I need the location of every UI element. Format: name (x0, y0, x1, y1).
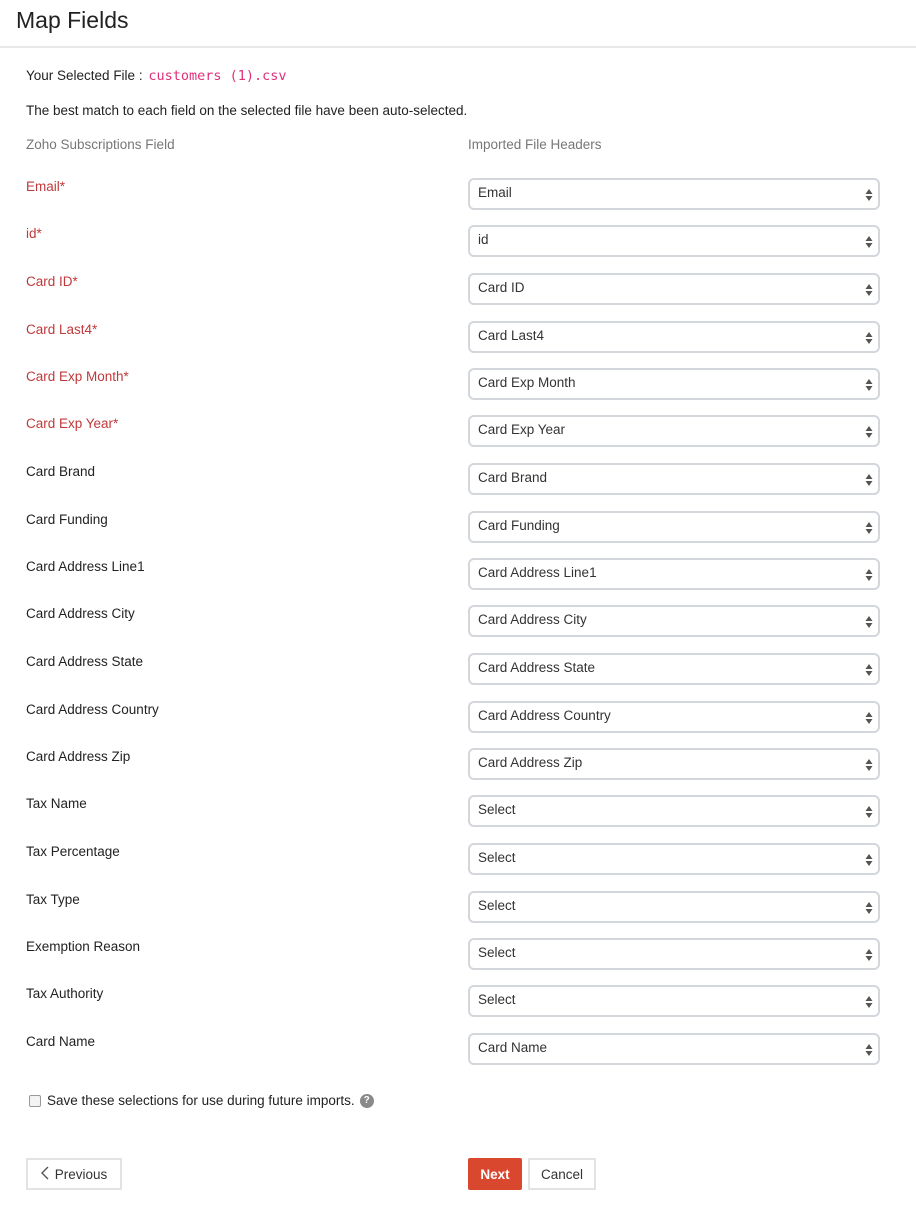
select-value: Card ID (478, 280, 525, 295)
cancel-button[interactable]: Cancel (528, 1158, 596, 1190)
column-header-fields: Zoho Subscriptions Field (26, 137, 175, 152)
select-value: Card Exp Month (478, 375, 576, 390)
page-header (0, 0, 916, 48)
header-select[interactable] (468, 605, 880, 637)
header-select[interactable] (468, 273, 880, 305)
select-arrows-icon (865, 283, 873, 297)
select-value: Email (478, 185, 512, 200)
field-label: Tax Percentage (26, 844, 120, 859)
header-select[interactable] (468, 511, 880, 543)
field-label: Card Address Country (26, 702, 159, 717)
header-select[interactable] (468, 1033, 880, 1065)
field-label: Card ID* (26, 274, 78, 289)
header-select[interactable] (468, 748, 880, 780)
header-select[interactable] (468, 891, 880, 923)
select-arrows-icon (865, 805, 873, 819)
header-select[interactable] (468, 463, 880, 495)
header-select[interactable] (468, 701, 880, 733)
select-value: Card Address City (478, 612, 587, 627)
select-arrows-icon (865, 235, 873, 249)
select-value: Card Brand (478, 470, 548, 485)
field-label: Card Exp Month* (26, 369, 129, 384)
select-value: Card Address Zip (478, 755, 583, 770)
select-value: Card Exp Year (478, 422, 566, 437)
previous-button[interactable] (26, 1158, 122, 1190)
select-arrows-icon (865, 711, 873, 725)
header-select[interactable] (468, 178, 880, 210)
select-value: id (478, 232, 489, 247)
select-arrows-icon (865, 758, 873, 772)
header-select[interactable] (468, 843, 880, 875)
select-arrows-icon (865, 901, 873, 915)
auto-select-info: The best match to each field on the selected file have been auto-selected. (26, 103, 468, 118)
select-arrows-icon (865, 473, 873, 487)
field-label: Card Address Line1 (26, 559, 145, 574)
select-value: Card Address State (478, 660, 596, 675)
field-label: Tax Type (26, 892, 80, 907)
select-value: Card Funding (478, 518, 560, 533)
select-value: Select (478, 850, 516, 865)
select-value: Card Name (478, 1040, 548, 1055)
previous-label: Previous (54, 1166, 108, 1182)
select-arrows-icon (865, 1043, 873, 1057)
column-header-imported: Imported File Headers (468, 137, 602, 152)
field-label: Tax Name (26, 796, 87, 811)
field-label: Card Name (26, 1034, 96, 1049)
header-select[interactable] (468, 938, 880, 970)
save-selections-label: Save these selections for use during future imports. (47, 1093, 355, 1108)
save-selections-row (29, 1093, 374, 1108)
field-label: Email* (26, 179, 66, 194)
field-label: Card Address City (26, 606, 135, 621)
header-select[interactable] (468, 985, 880, 1017)
selected-file-label: Your Selected File : (26, 68, 147, 83)
header-select[interactable] (468, 415, 880, 447)
select-arrows-icon (865, 995, 873, 1009)
select-arrows-icon (865, 378, 873, 392)
help-icon[interactable]: ? (360, 1094, 374, 1108)
select-value: Select (478, 802, 516, 817)
select-value: Select (478, 945, 516, 960)
select-arrows-icon (865, 521, 873, 535)
select-value: Select (478, 898, 516, 913)
select-value: Select (478, 992, 516, 1007)
select-arrows-icon (865, 948, 873, 962)
select-value: Card Address Country (478, 708, 611, 723)
field-label: Card Funding (26, 512, 108, 527)
field-label: Exemption Reason (26, 939, 141, 954)
select-arrows-icon (865, 425, 873, 439)
header-select[interactable] (468, 321, 880, 353)
select-arrows-icon (865, 331, 873, 345)
field-label: id* (26, 226, 42, 241)
header-select[interactable] (468, 225, 880, 257)
select-value: Card Address Line1 (478, 565, 597, 580)
header-select[interactable] (468, 795, 880, 827)
save-selections-checkbox[interactable] (29, 1095, 41, 1107)
select-value: Card Last4 (478, 328, 545, 343)
next-button[interactable]: Next (468, 1158, 522, 1190)
field-label: Card Exp Year* (26, 416, 119, 431)
select-arrows-icon (865, 188, 873, 202)
page-title: Map Fields (16, 7, 129, 33)
selected-file-line (26, 68, 287, 84)
select-arrows-icon (865, 615, 873, 629)
select-arrows-icon (865, 568, 873, 582)
field-label: Card Address Zip (26, 749, 131, 764)
field-label: Card Address State (26, 654, 144, 669)
header-select[interactable] (468, 558, 880, 590)
select-arrows-icon (865, 663, 873, 677)
select-arrows-icon (865, 853, 873, 867)
header-select[interactable] (468, 368, 880, 400)
chevron-left-icon (41, 1166, 49, 1183)
field-label: Card Last4* (26, 322, 98, 337)
header-select[interactable] (468, 653, 880, 685)
field-label: Card Brand (26, 464, 96, 479)
selected-file-name: customers (1).csv (148, 68, 287, 84)
field-label: Tax Authority (26, 986, 104, 1001)
